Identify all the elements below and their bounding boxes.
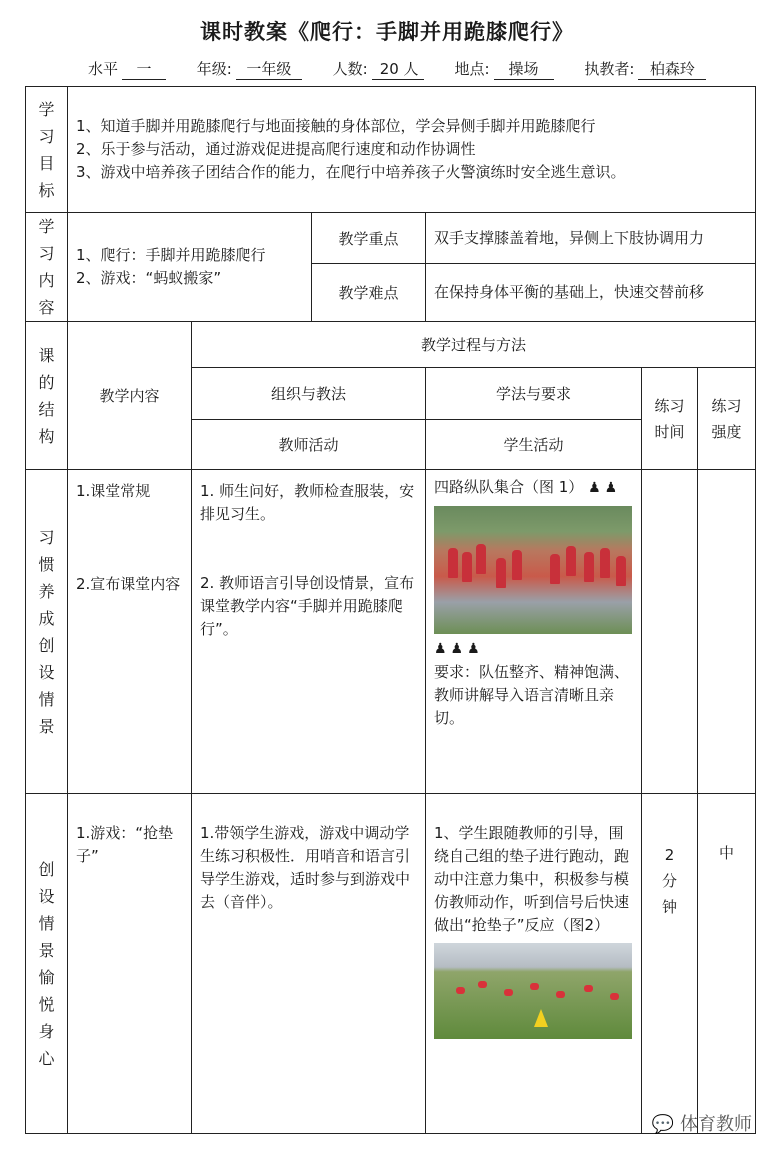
- section-2-row: [26, 794, 756, 1134]
- teacher-figures-icon: ♟♟: [588, 480, 622, 496]
- content-header: 学习内容: [26, 213, 68, 322]
- section-2-label: 创设情景愉悦身心: [26, 794, 68, 1134]
- section-1-time: [642, 470, 698, 794]
- structure-header: 课的结构: [26, 322, 68, 470]
- objectives-header: 学习目标: [26, 87, 68, 213]
- difficulty-text: 在保持身体平衡的基础上，快速交替前移: [426, 264, 756, 322]
- student-activity-header: 学生活动: [426, 420, 642, 470]
- section-1-row: [26, 470, 756, 794]
- level-value: 一: [122, 58, 166, 80]
- place-value: 操场: [494, 58, 554, 80]
- cone-icon: [534, 1009, 548, 1027]
- section-1-label: 习惯养成创设情景: [26, 470, 68, 794]
- content-item: 1、爬行：手脚并用跪膝爬行: [76, 246, 266, 264]
- teacher-activity-header: 教师活动: [192, 420, 426, 470]
- objective-item: 1、知道手脚并用跪膝爬行与地面接触的身体部位，学会异侧手脚并用跪膝爬行: [76, 117, 596, 135]
- lesson-plan-table: [25, 86, 756, 1134]
- key-point-label: 教学重点: [312, 213, 426, 264]
- formation-title: 四路纵队集合（图 1）: [434, 478, 584, 496]
- formation-photo: [434, 506, 632, 634]
- section-2-time: 2分钟: [642, 794, 698, 1134]
- watermark: 💬 体育教师: [651, 1114, 752, 1135]
- section-1-teacher-item: 2. 教师语言引导创设情景，宣布课堂教学内容“手脚并用跪膝爬行”。: [200, 574, 415, 638]
- section-1-student: [426, 470, 642, 794]
- grade-label: 年级:: [196, 60, 232, 78]
- section-2-content: [68, 794, 192, 1134]
- section-2-intensity: 中: [698, 794, 756, 1134]
- lesson-meta: [88, 58, 748, 80]
- count-value: 20 人: [372, 58, 424, 80]
- section-1-teacher: [192, 470, 426, 794]
- section-2-student: [426, 794, 642, 1134]
- section-1-intensity: [698, 470, 756, 794]
- page-title: 课时教案《爬行：手脚并用跪膝爬行》: [200, 20, 574, 44]
- objective-item: 2、乐于参与活动，通过游戏促进提高爬行速度和动作协调性: [76, 140, 476, 158]
- level-label: 水平: [88, 60, 119, 78]
- section-2-teacher-item: 1.带领学生游戏，游戏中调动学生练习积极性．用哨音和语言引导学生游戏，适时参与到游戏中去（音伴）。: [200, 824, 411, 911]
- time-header: 练习时间: [642, 368, 698, 470]
- objectives-row: [26, 87, 756, 213]
- count-label: 人数:: [332, 60, 368, 78]
- section-1-content-item: 2.宣布课堂内容: [76, 575, 181, 593]
- objective-item: 3、游戏中培养孩子团结合作的能力，在爬行中培养孩子火警演练时安全逃生意识。: [76, 163, 626, 181]
- student-figures-icon: ♟♟♟: [434, 641, 484, 657]
- org-header: 组织与教法: [192, 368, 426, 420]
- content-items: [68, 213, 312, 322]
- teacher-label: 执教者:: [584, 60, 635, 78]
- process-header: 教学过程与方法: [192, 322, 756, 368]
- place-label: 地点:: [454, 60, 490, 78]
- difficulty-label: 教学难点: [312, 264, 426, 322]
- intensity-header: 练习强度: [698, 368, 756, 470]
- game-photo: [434, 943, 632, 1039]
- chat-bubble-icon: 💬: [651, 1114, 675, 1135]
- section-1-teacher-item: 1. 师生问好，教师检查服装，安排见习生。: [200, 482, 415, 523]
- section-2-teacher: [192, 794, 426, 1134]
- section-1-content: [68, 470, 192, 794]
- content-row-key: [26, 213, 756, 264]
- structure-header-row: [26, 322, 756, 368]
- section-1-requirement: 要求：队伍整齐、精神饱满、教师讲解导入语言清晰且亲切。: [434, 663, 630, 727]
- grade-value: 一年级: [236, 58, 302, 80]
- method-header: 学法与要求: [426, 368, 642, 420]
- section-2-content-item: 1.游戏：“抢垫子”: [76, 824, 174, 865]
- section-1-content-item: 1.课堂常规: [76, 482, 151, 500]
- objectives-list: [68, 87, 756, 213]
- key-point-text: 双手支撑膝盖着地，异侧上下肢协调用力: [426, 213, 756, 264]
- teaching-content-header: 教学内容: [68, 322, 192, 470]
- teacher-value: 柏森玲: [638, 58, 706, 80]
- section-2-student-item: 1、学生跟随教师的引导，围绕自己组的垫子进行跑动，跑动中注意力集中，积极参与模仿教师动作，听到信号后快速做出“抢垫子”反应（图2）: [434, 824, 630, 934]
- content-item: 2、游戏：“蚂蚁搬家”: [76, 269, 222, 287]
